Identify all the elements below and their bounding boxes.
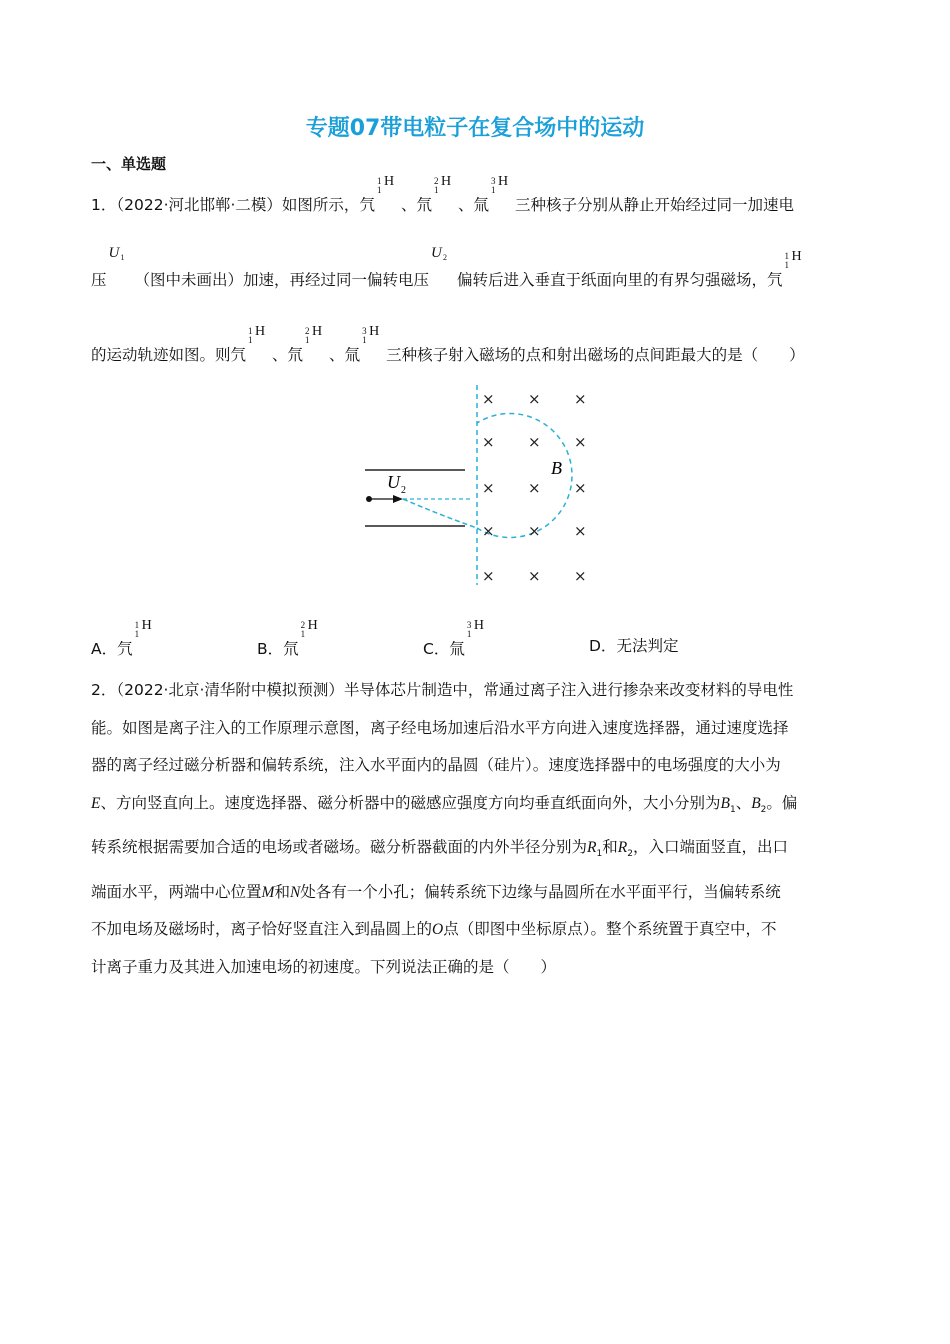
question-number: 1． [91, 196, 117, 214]
question-2 [91, 672, 866, 986]
svg-text:×: × [528, 390, 541, 408]
q1-text: 三种核子分别从静止开始经过同一加速电 [515, 196, 795, 214]
isotope-symbol: 1 1 H [376, 174, 395, 195]
page-title: 专题07带电粒子在复合场中的运动 [305, 116, 645, 141]
svg-text:×: × [574, 433, 587, 451]
isotope-symbol: 3 1 H [491, 174, 509, 195]
svg-text:×: × [574, 390, 587, 408]
voltage-u2: U 2 [431, 245, 448, 262]
option-b[interactable]: B．氘 2 1 H [257, 618, 318, 658]
q2-line: 转系统根据需要加合适的电场或者磁场。磁分析器截面的内外半径分别为$R_1$和$R_2$，入口端面竖直，出口 [91, 838, 788, 860]
isotope-symbol: 2 1 H [433, 174, 452, 195]
svg-text:×: × [528, 433, 541, 451]
svg-text:×: × [574, 567, 587, 585]
q2-line: 不加电场及磁场时，离子恰好竖直注入到晶圆上的O点（即图中坐标原点）。整个系统置于真空中，不 [91, 920, 777, 939]
svg-text:×: × [528, 567, 541, 585]
svg-text:2: 2 [401, 485, 406, 496]
option-d[interactable]: D．无法判定 [589, 637, 679, 655]
svg-text:×: × [574, 522, 587, 540]
isotope-symbol: 3 1 H [362, 324, 380, 345]
svg-text:×: × [482, 390, 495, 408]
deflected-path [403, 499, 477, 528]
q1-line-1: 1．（2022·河北邯郸·二模）如图所示，氕 1 1 H 、氘 2 1 H 、氚 3 1 H 三种核子分别从静止开始经过同一加速电 [91, 174, 795, 214]
q2-line: 端面水平，两端中心位置M和N处各有一个小孔；偏转系统下边缘与晶圆所在水平面平行，当偏转系统 [91, 882, 781, 901]
isotope-name: 氘 [416, 196, 432, 214]
isotope-name: 氚 [473, 196, 490, 214]
velocity-arrow [393, 495, 403, 503]
svg-text:×: × [482, 522, 495, 540]
q1-line-2: 压 U 1 （图中未画出）加速，再经过同一偏转电压 U 2 偏转后进入垂直于纸面向里的有界匀强磁场，氕 1 1 H [91, 265, 809, 290]
svg-text:×: × [482, 479, 495, 497]
q2-line: 能。如图是离子注入的工作原理示意图，离子经电场加速后沿水平方向进入速度选择器，通过速度选择 [91, 718, 789, 737]
option-c[interactable]: C．氚 3 1 H [423, 618, 484, 658]
q1-line-3: 的运动轨迹如图。则氕 1 1 H 、氘 2 1 H 、氚 3 1 H 三种核子射入磁场的点和射出磁场的点间距最大的是（ ） [91, 324, 805, 364]
b-label: B [551, 458, 562, 478]
isotope-symbol: 1 1 H [248, 324, 266, 345]
svg-text:×: × [528, 479, 541, 497]
section-heading: 一、单选题 [91, 155, 167, 173]
svg-text:×: × [482, 433, 495, 451]
svg-text:×: × [574, 479, 587, 497]
svg-text:×: × [482, 567, 495, 585]
q1-source: （2022·河北邯郸·二模）如图所示， [116, 196, 360, 214]
svg-text:×: × [528, 522, 541, 540]
magnetic-field-figure [355, 380, 605, 590]
u2-label: U [387, 472, 400, 492]
q2-line: E、方向竖直向上。速度选择器、磁分析器中的磁感应强度方向均垂直纸面向外，大小分别为$B_1$、$B_2$。偏 [91, 793, 798, 815]
q2-line: 计离子重力及其进入加速电场的初速度。下列说法正确的是（ ） [91, 957, 557, 976]
isotope-name: 氕 [359, 196, 375, 214]
voltage-u1: U 1 [108, 245, 125, 262]
q2-line: 器的离子经过磁分析器和偏转系统，注入水平面内的晶圆（硅片）。速度选择器中的电场强度的大小为 [91, 756, 781, 774]
isotope-symbol: 2 1 H [305, 324, 323, 345]
q2-line: 2．（2022·北京·清华附中模拟预测）半导体芯片制造中，常通过离子注入进行掺杂来改变材料的导电性 [91, 681, 794, 699]
option-a[interactable]: A．氕 1 1 H [91, 618, 152, 658]
isotope-symbol: 1 1 H [784, 249, 802, 270]
